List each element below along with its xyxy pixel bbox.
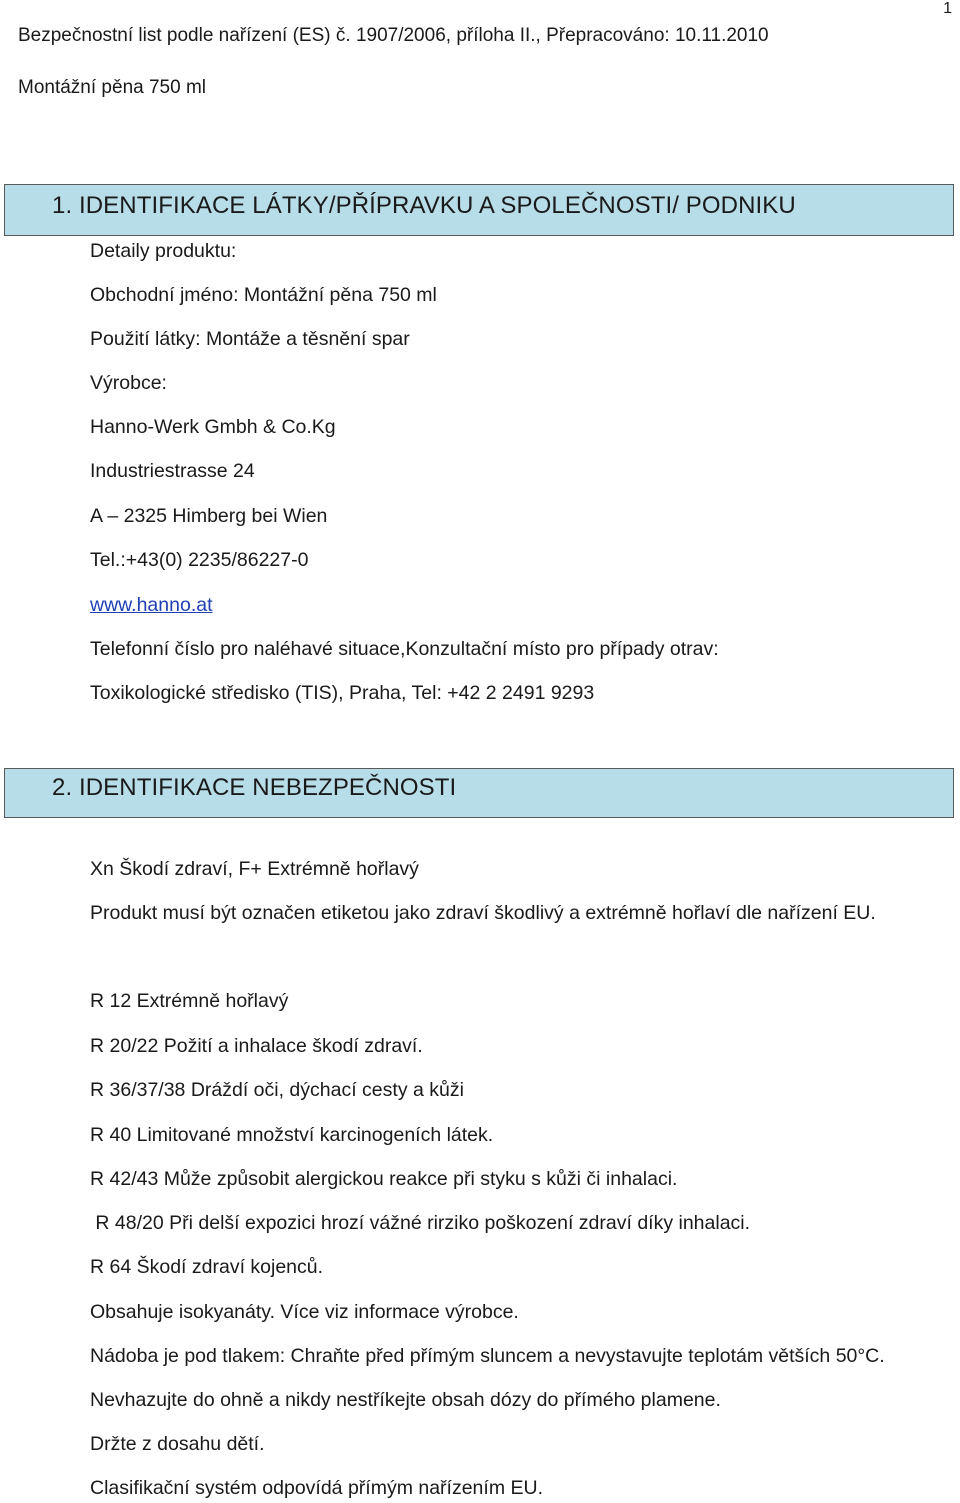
- r-phrase: R 40 Limitované množství karcinogeních látek.: [90, 1124, 494, 1146]
- r-phrase: R 42/43 Může způsobit alergickou reakce při styku s kůži či inhalaci.: [90, 1168, 678, 1190]
- section-1-line: Tel.:+43(0) 2235/86227-0: [90, 549, 309, 571]
- r-phrase: R 12 Extrémně hořlavý: [90, 990, 289, 1012]
- note: Nádoba je pod tlakem: Chraňte před přímým sluncem a nevystavujte teplotám větších 50°C.: [90, 1345, 885, 1367]
- labeling-requirement: Produkt musí být označen etiketou jako zdraví škodlivý a extrémně hořlaví dle nařízení EU.: [90, 902, 876, 924]
- section-1-line: Industriestrasse 24: [90, 460, 255, 482]
- emergency-contact: Toxikologické středisko (TIS), Praha, Tel: +42 2 2491 9293: [90, 682, 595, 704]
- note: Nevhazujte do ohně a nikdy nestříkejte obsah dózy do přímého plamene.: [90, 1389, 721, 1411]
- hazard-symbols: Xn Škodí zdraví, F+ Extrémně hořlavý: [90, 858, 419, 880]
- section-1-line: Detaily produktu:: [90, 240, 237, 262]
- section-1-line: A – 2325 Himberg bei Wien: [90, 505, 328, 527]
- note: Clasifikační systém odpovídá přímým nařízením EU.: [90, 1477, 543, 1499]
- r-phrase: R 48/20 Při delší expozici hrozí vážné rirziko poškození zdraví díky inhalaci.: [90, 1212, 751, 1234]
- section-1-line: Výrobce:: [90, 372, 167, 394]
- section-1-line: Hanno-Werk Gmbh & Co.Kg: [90, 416, 336, 438]
- r-phrase: R 20/22 Požití a inhalace škodí zdraví.: [90, 1035, 423, 1057]
- note: Obsahuje isokyanáty. Více viz informace výrobce.: [90, 1301, 519, 1323]
- note: Držte z dosahu dětí.: [90, 1433, 265, 1455]
- emergency-label: Telefonní číslo pro naléhavé situace,Konzultační místo pro případy otrav:: [90, 638, 719, 660]
- document-header-product: Montážní pěna 750 ml: [18, 77, 207, 98]
- section-1-line: Obchodní jméno: Montážní pěna 750 ml: [90, 284, 437, 306]
- section-1-line: Použití látky: Montáže a těsnění spar: [90, 328, 410, 350]
- r-phrase: R 36/37/38 Dráždí oči, dýchací cesty a kůži: [90, 1079, 464, 1101]
- document-header-title: Bezpečnostní list podle nařízení (ES) č. 1907/2006, příloha II., Přepracováno: 10.11.2010: [18, 25, 769, 46]
- website-link[interactable]: www.hanno.at: [90, 594, 213, 616]
- page-number: 1: [943, 0, 952, 17]
- r-phrase: R 64 Škodí zdraví kojenců.: [90, 1256, 324, 1278]
- section-2-title: 2. IDENTIFIKACE NEBEZPEČNOSTI: [52, 774, 457, 801]
- section-1-title: 1. IDENTIFIKACE LÁTKY/PŘÍPRAVKU A SPOLEČNOSTI/ PODNIKU: [52, 192, 796, 219]
